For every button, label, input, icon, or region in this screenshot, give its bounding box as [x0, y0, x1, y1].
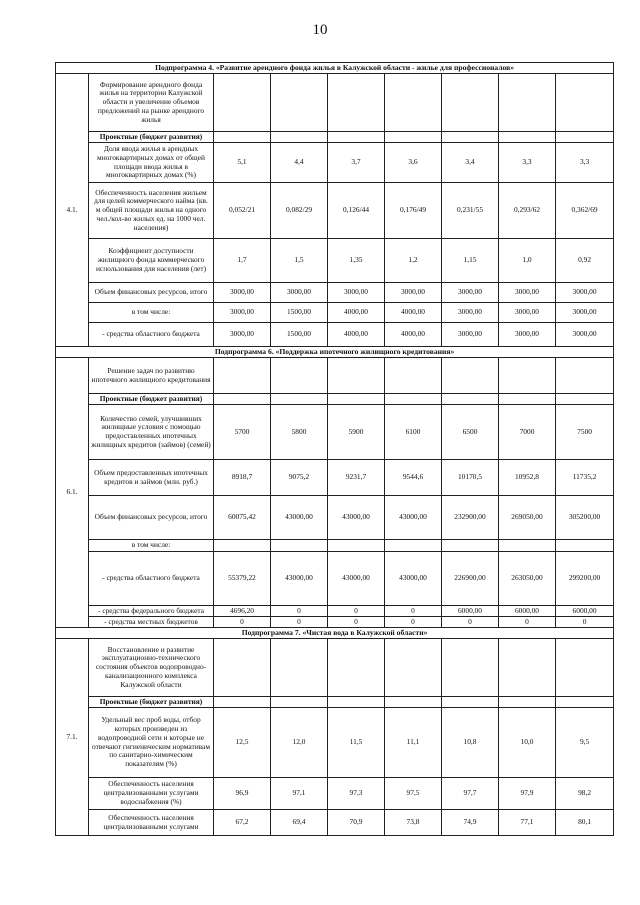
indicator-row [56, 323, 614, 347]
indicator-value: 43000,00 [328, 552, 385, 606]
empty-cell [556, 74, 614, 132]
indicator-label: Обеспеченность населения жильем для целей коммерческого найма (кв. м общей площади жилья на одного чел./кол-во жилых ед. на 1000 чел. населения) [89, 183, 214, 239]
empty-cell [271, 697, 328, 708]
indicator-label: Количество семей, улучшивших жилищные условия с помощью предоставленных ипотечных жилищных кредитов (займов) (семей) [89, 405, 214, 460]
indicator-value: 10170,5 [442, 460, 499, 496]
indicator-label: Коэффициент доступности жилищного фонда коммерческого использования для населения (лет) [89, 239, 214, 283]
empty-cell [328, 358, 385, 394]
empty-cell [214, 697, 271, 708]
task-row [56, 639, 614, 697]
indicator-row [56, 496, 614, 540]
indicator-row [56, 617, 614, 628]
indicator-value: 3000,00 [214, 283, 271, 303]
indicator-value: 3000,00 [556, 303, 614, 323]
empty-cell [385, 358, 442, 394]
empty-cell [442, 697, 499, 708]
indicator-value: 6000,00 [499, 606, 556, 617]
empty-cell [385, 74, 442, 132]
empty-cell [556, 697, 614, 708]
indicator-value: 0 [271, 606, 328, 617]
indicator-value: 4000,00 [385, 323, 442, 347]
empty-cell [442, 132, 499, 143]
indicator-value: 10952,8 [499, 460, 556, 496]
indicator-value: 0 [385, 617, 442, 628]
empty-cell [442, 639, 499, 697]
empty-cell [499, 697, 556, 708]
indicator-value: 97,3 [328, 778, 385, 810]
indicator-value: 5800 [271, 405, 328, 460]
indicator-value: 4000,00 [328, 303, 385, 323]
indicator-value: 3000,00 [499, 283, 556, 303]
indicator-row [56, 552, 614, 606]
indicator-value: 7000 [499, 405, 556, 460]
indicator-value [556, 540, 614, 552]
indicator-value: 3000,00 [556, 283, 614, 303]
task-name: Восстановление и развитие эксплуатационно-технического состояния объектов водопроводно-канализационного комплекса Калужской области [89, 639, 214, 697]
indicator-row [56, 708, 614, 778]
empty-cell [328, 639, 385, 697]
empty-cell [499, 358, 556, 394]
indicator-label: Удельный вес проб воды, отбор которых произведен из водопроводной сети и которые не отвечают гигиеническим нормативам по санитарно-химическим показателям (%) [89, 708, 214, 778]
indicator-value: 12,0 [271, 708, 328, 778]
indicator-value: 43000,00 [385, 496, 442, 540]
indicator-label: Объем финансовых ресурсов, итого [89, 283, 214, 303]
program-indicators-table [55, 62, 614, 836]
indicator-value: 3,3 [499, 143, 556, 183]
empty-cell [214, 394, 271, 405]
indicator-row [56, 540, 614, 552]
project-label: Проектные (бюджет развития) [89, 394, 214, 405]
indicator-value: 1500,00 [271, 323, 328, 347]
indicator-value: 0,231/55 [442, 183, 499, 239]
indicator-value [499, 540, 556, 552]
indicator-value: 0,92 [556, 239, 614, 283]
empty-cell [499, 639, 556, 697]
indicator-value: 1,2 [385, 239, 442, 283]
indicator-value: 0,362/69 [556, 183, 614, 239]
indicator-value: 3000,00 [499, 323, 556, 347]
indicator-value: 73,8 [385, 810, 442, 836]
section-number: 6.1. [56, 358, 89, 628]
indicator-value: 98,2 [556, 778, 614, 810]
indicator-value: 4,4 [271, 143, 328, 183]
indicator-value: 7500 [556, 405, 614, 460]
empty-cell [385, 697, 442, 708]
section-number: 7.1. [56, 639, 89, 836]
project-label: Проектные (бюджет развития) [89, 697, 214, 708]
indicator-value: 9,5 [556, 708, 614, 778]
empty-cell [271, 358, 328, 394]
empty-cell [214, 358, 271, 394]
indicator-label: - средства федерального бюджета [89, 606, 214, 617]
empty-cell [214, 639, 271, 697]
indicator-value: 3000,00 [214, 323, 271, 347]
indicator-value: 43000,00 [271, 496, 328, 540]
task-row [56, 74, 614, 132]
indicator-label: Обеспеченность населения централизованными услугами водоснабжения (%) [89, 778, 214, 810]
indicator-label: в том числе: [89, 303, 214, 323]
indicator-value: 9231,7 [328, 460, 385, 496]
indicator-value: 0 [499, 617, 556, 628]
indicator-value: 11,5 [328, 708, 385, 778]
project-label-row [56, 697, 614, 708]
indicator-value [214, 540, 271, 552]
indicator-label: - средства областного бюджета [89, 323, 214, 347]
indicator-value: 43000,00 [385, 552, 442, 606]
empty-cell [271, 132, 328, 143]
indicator-value: 10,8 [442, 708, 499, 778]
indicator-value: 3,7 [328, 143, 385, 183]
page-number: 10 [312, 22, 328, 38]
indicator-value: 3000,00 [442, 283, 499, 303]
indicator-value: 3000,00 [271, 283, 328, 303]
indicator-value: 60075,42 [214, 496, 271, 540]
indicator-value: 70,9 [328, 810, 385, 836]
empty-cell [385, 132, 442, 143]
empty-cell [328, 697, 385, 708]
indicator-value: 6500 [442, 405, 499, 460]
empty-cell [499, 132, 556, 143]
section-title: Подпрограмма 7. «Чистая вода в Калужской области» [56, 628, 614, 639]
indicator-value: 67,2 [214, 810, 271, 836]
indicator-value: 77,1 [499, 810, 556, 836]
indicator-value: 1,5 [271, 239, 328, 283]
indicator-value: 0,293/62 [499, 183, 556, 239]
indicator-value: 96,9 [214, 778, 271, 810]
section-title: Подпрограмма 6. «Поддержка ипотечного жилищного кредитования» [56, 347, 614, 358]
indicator-label: Обеспеченность населения централизованными услугами [89, 810, 214, 836]
indicator-value: 3,4 [442, 143, 499, 183]
task-name: Решение задач по развитию ипотечного жилищного кредитования [89, 358, 214, 394]
indicator-row [56, 778, 614, 810]
empty-cell [556, 358, 614, 394]
indicator-value: 0 [328, 606, 385, 617]
empty-cell [442, 358, 499, 394]
indicator-value: 5,1 [214, 143, 271, 183]
empty-cell [556, 394, 614, 405]
indicator-value: 3000,00 [385, 283, 442, 303]
indicator-value: 11735,2 [556, 460, 614, 496]
empty-cell [556, 639, 614, 697]
indicator-value: 3000,00 [442, 323, 499, 347]
indicator-value: 305200,00 [556, 496, 614, 540]
indicator-value [442, 540, 499, 552]
indicator-value: 3000,00 [499, 303, 556, 323]
indicator-label: Объем финансовых ресурсов, итого [89, 496, 214, 540]
indicator-label: в том числе: [89, 540, 214, 552]
indicator-row [56, 143, 614, 183]
empty-cell [328, 394, 385, 405]
indicator-value: 97,1 [271, 778, 328, 810]
indicator-value: 3,3 [556, 143, 614, 183]
indicator-value: 1500,00 [271, 303, 328, 323]
section-header-row [56, 628, 614, 639]
indicator-value: 6100 [385, 405, 442, 460]
empty-cell [271, 394, 328, 405]
indicator-value: 3000,00 [214, 303, 271, 323]
empty-cell [328, 74, 385, 132]
indicator-value: 3000,00 [328, 283, 385, 303]
indicator-value: 299200,00 [556, 552, 614, 606]
indicator-value: 11,1 [385, 708, 442, 778]
indicator-value: 69,4 [271, 810, 328, 836]
indicator-value: 0,126/44 [328, 183, 385, 239]
indicator-value: 269050,00 [499, 496, 556, 540]
project-label-row [56, 132, 614, 143]
indicator-row [56, 810, 614, 836]
indicator-row [56, 460, 614, 496]
indicator-value: 3,6 [385, 143, 442, 183]
indicator-value: 232900,00 [442, 496, 499, 540]
indicator-value: 5900 [328, 405, 385, 460]
empty-cell [271, 74, 328, 132]
section-header-row [56, 63, 614, 74]
indicator-value: 43000,00 [271, 552, 328, 606]
indicator-value [385, 540, 442, 552]
indicator-value: 0 [271, 617, 328, 628]
indicator-value: 1,35 [328, 239, 385, 283]
project-label-row [56, 394, 614, 405]
section-header-row [56, 347, 614, 358]
indicator-value: 0,176/49 [385, 183, 442, 239]
indicator-value: 97,7 [442, 778, 499, 810]
indicator-value: 97,5 [385, 778, 442, 810]
section-number: 4.1. [56, 74, 89, 347]
indicator-row [56, 239, 614, 283]
indicator-row [56, 606, 614, 617]
indicator-value: 0 [442, 617, 499, 628]
indicator-value: 226900,00 [442, 552, 499, 606]
indicator-value: 8918,7 [214, 460, 271, 496]
indicator-value: 9544,6 [385, 460, 442, 496]
empty-cell [214, 132, 271, 143]
indicator-label: Доля ввода жилья в арендных многоквартирных домах от общей площади ввода жилья в многоквартирных домах (%) [89, 143, 214, 183]
indicator-value: 74,9 [442, 810, 499, 836]
indicator-value: 9075,2 [271, 460, 328, 496]
empty-cell [271, 639, 328, 697]
empty-cell [328, 132, 385, 143]
project-label: Проектные (бюджет развития) [89, 132, 214, 143]
indicator-value: 55379,22 [214, 552, 271, 606]
indicator-row [56, 183, 614, 239]
empty-cell [442, 74, 499, 132]
empty-cell [556, 132, 614, 143]
indicator-value: 1,7 [214, 239, 271, 283]
indicator-label: - средства областного бюджета [89, 552, 214, 606]
indicator-row [56, 405, 614, 460]
indicator-value: 0 [214, 617, 271, 628]
indicator-value: 5700 [214, 405, 271, 460]
indicator-value: 0,052/21 [214, 183, 271, 239]
indicator-value: 3000,00 [556, 323, 614, 347]
indicator-value: 0 [385, 606, 442, 617]
indicator-row [56, 283, 614, 303]
empty-cell [442, 394, 499, 405]
task-row [56, 358, 614, 394]
indicator-value: 3000,00 [442, 303, 499, 323]
indicator-value: 80,1 [556, 810, 614, 836]
indicator-row [56, 303, 614, 323]
section-title: Подпрограмма 4. «Развитие арендного фонда жилья в Калужской области - жилье для профессионалов» [56, 63, 614, 74]
indicator-value: 4000,00 [328, 323, 385, 347]
indicator-label: Объем предоставленных ипотечных кредитов и займов (млн. руб.) [89, 460, 214, 496]
task-name: Формирование арендного фонда жилья на территории Калужской области и увеличение объемов предложений на рынке арендного жилья [89, 74, 214, 132]
indicator-value: 97,9 [499, 778, 556, 810]
indicator-value [271, 540, 328, 552]
empty-cell [499, 74, 556, 132]
indicator-value: 0 [556, 617, 614, 628]
indicator-value: 6000,00 [442, 606, 499, 617]
indicator-value: 43000,00 [328, 496, 385, 540]
indicator-label: - средства местных бюджетов [89, 617, 214, 628]
indicator-value: 1,15 [442, 239, 499, 283]
indicator-value: 12,5 [214, 708, 271, 778]
indicator-value [328, 540, 385, 552]
empty-cell [499, 394, 556, 405]
indicator-value: 0 [328, 617, 385, 628]
empty-cell [385, 639, 442, 697]
empty-cell [214, 74, 271, 132]
indicator-value: 6000,00 [556, 606, 614, 617]
indicator-value: 4000,00 [385, 303, 442, 323]
indicator-value: 10,0 [499, 708, 556, 778]
indicator-value: 4696,20 [214, 606, 271, 617]
indicator-value: 1,0 [499, 239, 556, 283]
empty-cell [385, 394, 442, 405]
indicator-value: 263050,00 [499, 552, 556, 606]
indicator-value: 0,082/29 [271, 183, 328, 239]
